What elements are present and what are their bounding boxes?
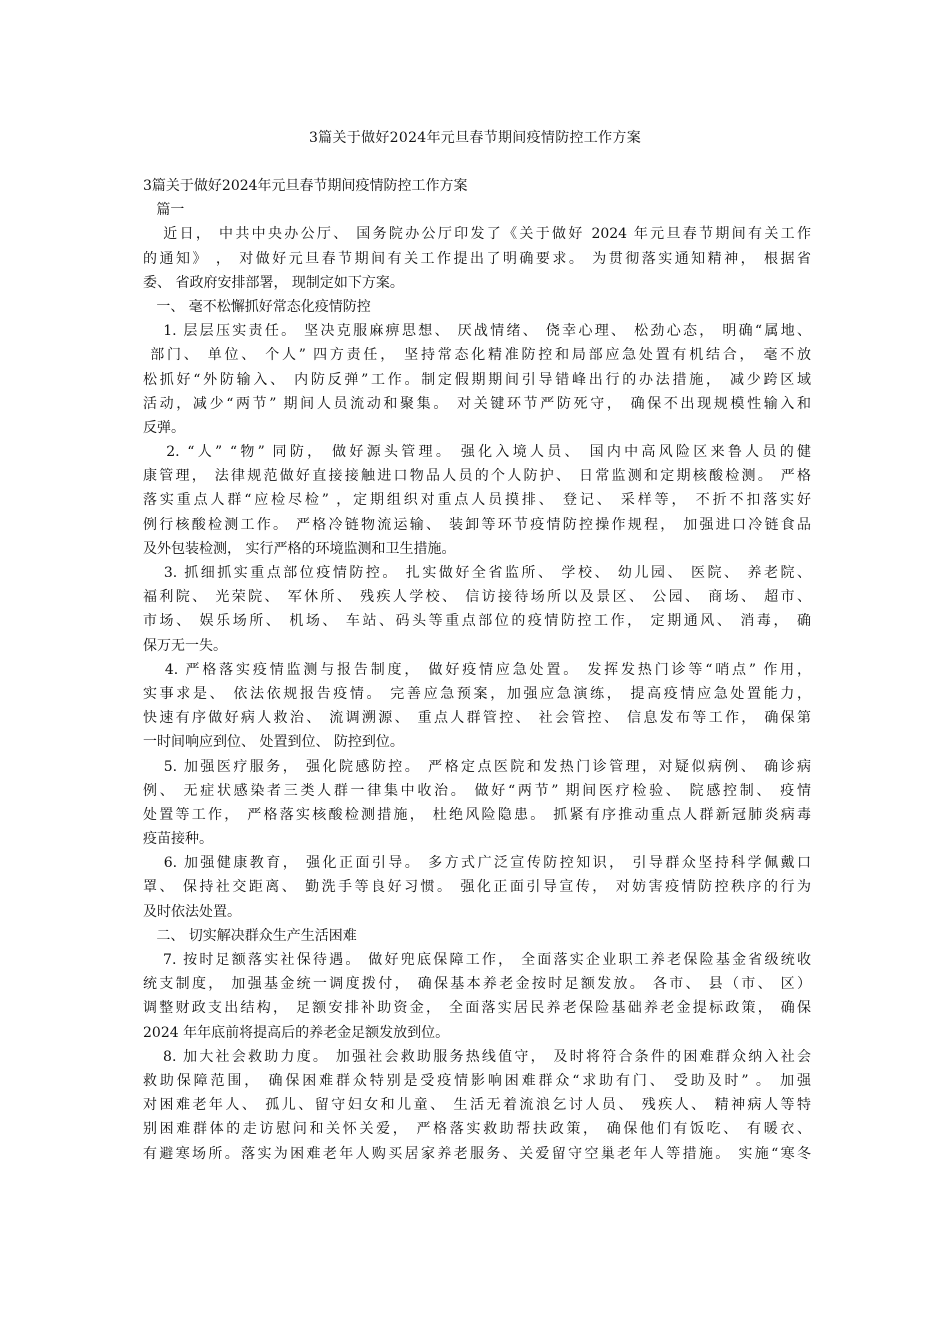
body-line: 的通知》 ， 对做好元旦春节期间有关工作提出了明确要求。 为贯彻落实通知精神， 根据省 [143,250,811,267]
body-line: 近日， 中共中央办公厅、 国务院办公厅印发了《关于做好 2024 年元旦春节期间有关工作 [143,226,811,243]
body-line: 松抓好“外防输入、 内防反弹”工作。制定假期期间引导错峰出行的办法措施， 减少跨区域 [143,371,811,388]
body-line: 一、 毫不松懈抓好常态化疫情防控 [143,298,371,315]
body-line: 委、 省政府安排部署， 现制定如下方案。 [143,274,404,291]
body-line: 一时间响应到位、 处置到位、 防控到位。 [143,734,404,751]
body-line: 调整财政支出结构， 足额安排补助资金， 全面落实居民养老保险基础养老金提标政策， 确保 [143,1000,811,1017]
body-line: 例行核酸检测工作。 严格冷链物流运输、 装卸等环节疫情防控操作规程， 加强进口冷链食品 [143,516,811,533]
body-line: 保万无一失。 [143,637,227,654]
body-line: 福利院、 光荣院、 军休所、 残疾人学校、 信访接待场所以及景区、 公园、 商场、 超市、 [143,589,811,606]
body-line: 别困难群体的走访慰问和关怀关爱， 严格落实救助帮扶政策， 确保他们有饭吃、 有暖衣、 [143,1121,811,1138]
document-body [143,174,811,1166]
body-line: 7. 按时足额落实社保待遇。 做好兜底保障工作， 全面落实企业职工养老保险基金省级统收 [143,952,811,968]
body-line: 2024 年年底前将提高后的养老金足额发放到位。 [143,1024,450,1041]
body-line: 反弹。 [143,419,185,436]
document-title: 3篇关于做好2024年元旦春节期间疫情防控工作方案 [308,130,642,146]
body-line: 二、 切实解决群众生产生活困难 [143,927,357,944]
body-line: 快速有序做好病人救治、 流调溯源、 重点人群管控、 社会管控、 信息发布等工作， 确保第 [143,710,811,727]
body-line: 统支制度， 加强基金统一调度拨付， 确保基本养老金按时足额发放。 各市、 县（市、 区） [143,976,811,993]
body-line: 对困难老年人、 孤儿、留守妇女和儿童、 生活无着流浪乞讨人员、 残疾人、 精神病人等特 [143,1097,811,1114]
body-line: 及外包装检测， 实行严格的环境监测和卫生措施。 [143,540,456,557]
body-line: 例、 无症状感染者三类人群一律集中收治。 做好“两节” 期间医疗检验、 院感控制、 疫情 [143,782,811,799]
body-line: 3. 抓细抓实重点部位疫情防控。 扎实做好全省监所、 学校、 幼儿园、 医院、 养老院、 [143,565,811,581]
body-line: 有避寒场所。落实为困难老年人购买居家养老服务、关爱留守空巢老年人等措施。 实施“寒冬 [143,1145,811,1162]
body-line: 5. 加强医疗服务， 强化院感防控。 严格定点医院和发热门诊管理，对疑似病例、 确诊病 [143,758,811,775]
body-line: 落实重点人群“应检尽检” ，定期组织对重点人员摸排、 登记、 采样等， 不折不扣落实好 [143,492,811,509]
body-line: 救助保障范围， 确保困难群众特别是受疫情影响困难群众“求助有门、 受助及时” 。 加强 [143,1072,811,1089]
body-line: 3篇关于做好2024年元旦春节期间疫情防控工作方案 [143,178,468,194]
body-line: 篇一 [143,202,185,219]
body-line: 部门、 单位、 个人” 四方责任， 坚持常态化精准防控和局部应急处置有机结合， 毫不放 [143,347,811,364]
body-line: 8. 加大社会救助力度。 加强社会救助服务热线值守， 及时将符合条件的困难群众纳入社会 [143,1048,811,1065]
body-line: 4. 严格落实疫情监测与报告制度， 做好疫情应急处置。 发挥发热门诊等“哨点” 作用， [143,661,811,678]
body-line: 实事求是、 依法依规报告疫情。 完善应急预案，加强应急演练， 提高疫情应急处置能力， [143,685,811,702]
body-line: 1. 层层压实责任。 坚决克服麻痹思想、 厌战情绪、 侥幸心理、 松劲心态， 明确“属地、 [143,323,811,340]
body-line: 及时依法处置。 [143,903,241,920]
body-line: 疫苗接种。 [143,831,213,848]
body-line: 康管理， 法律规范做好直接接触进口物品人员的个人防护、 日常监测和定期核酸检测。 严格 [143,468,811,485]
body-line: 6. 加强健康教育， 强化正面引导。 多方式广泛宣传防控知识， 引导群众坚持科学佩戴口 [143,855,811,872]
body-line: 活动，减少“两节” 期间人员流动和聚集。 对关键环节严防死守， 确保不出现规模性输入和 [143,395,811,412]
body-line: 处置等工作， 严格落实核酸检测措施， 杜绝风险隐患。 抓紧有序推动重点人群新冠肺炎病毒 [143,806,811,823]
body-line: 罩、 保持社交距离、 勤洗手等良好习惯。 强化正面引导宣传， 对妨害疫情防控秩序的行为 [143,879,811,896]
body-line: 市场、 娱乐场所、 机场、 车站、码头等重点部位的疫情防控工作， 定期通风、 消毒， 确 [143,613,811,630]
body-line: 2. “人” “物” 同防， 做好源头管理。 强化入境人员、 国内中高风险区来鲁人员的健 [143,444,811,461]
